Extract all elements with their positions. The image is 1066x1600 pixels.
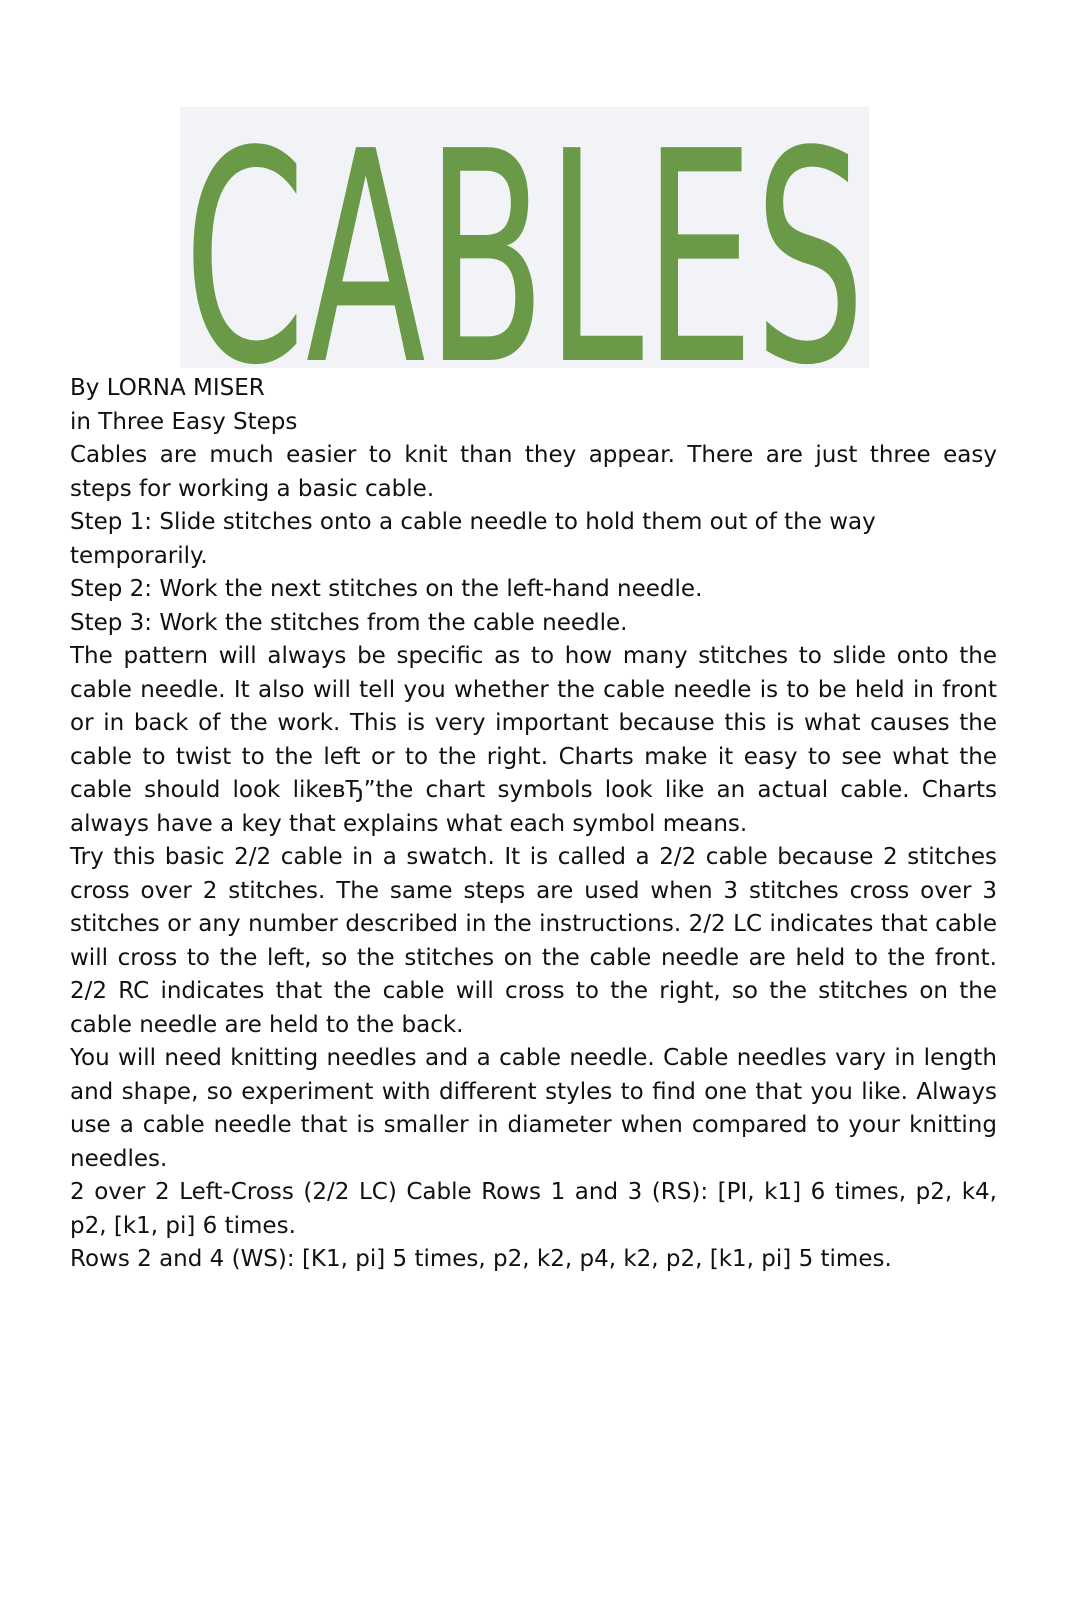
step-2: Step 2: Work the next stitches on the left-hand needle. [70,576,703,602]
paragraph-rows-1-3: 2 over 2 Left-Cross (2/2 LC) Cable Rows 1 and 3 (RS): [PI, k1] 6 times, p2, k4, p2, [k1, pi] 6 times. [70,1179,997,1239]
byline: By LORNA MISER [70,375,265,401]
paragraph-needles: You will need knitting needles and a cable needle. Cable needles vary in length and shape, so experiment with different styles to find one that you like. Always use a cable needle that is smaller in diameter when compared to your knitting needles. [70,1045,997,1172]
step-3: Step 3: Work the stitches from the cable needle. [70,609,628,636]
paragraph-swatch: Try this basic 2/2 cable in a swatch. It is called a 2/2 cable because 2 stitches cross over 2 stitches. The same steps are used when 3 stitches cross over 3 stitches or any number described in the instructions. 2/2 LC indicates that cable will cross to the left, so the stitches on the cable needle are held to the front. 2/2 RC indicates that the cable will cross to the right, so the stitches on the cable needle are held to the back. [70,844,997,1038]
subtitle: in Three Easy Steps [70,408,298,435]
page-title: CABLES [183,107,866,368]
title-banner [180,107,869,368]
title-svg [180,107,869,368]
paragraph-rows-2-4: Rows 2 and 4 (WS): [K1, pi] 5 times, p2, k2, p4, k2, p2, [k1, pi] 5 times. [70,1246,892,1272]
paragraph-intro: Cables are much easier to knit than they appear. There are just three easy steps for working a basic cable. [70,442,997,502]
step-1: Step 1: Slide stitches onto a cable needle to hold them out of the way temporarily. [70,509,876,569]
article-body [70,372,997,1277]
paragraph-pattern: The pattern will always be specific as to how many stitches to slide onto the cable needle. It also will tell you whether the cable needle is to be held in front or in back of the work. This is very important because this is what causes the cable to twist to the left or to the right. Charts make it easy to see what the cable should look likeвЂ”the chart symbols look like an actual cable. Charts always have a key that explains what each symbol means. [70,643,997,837]
